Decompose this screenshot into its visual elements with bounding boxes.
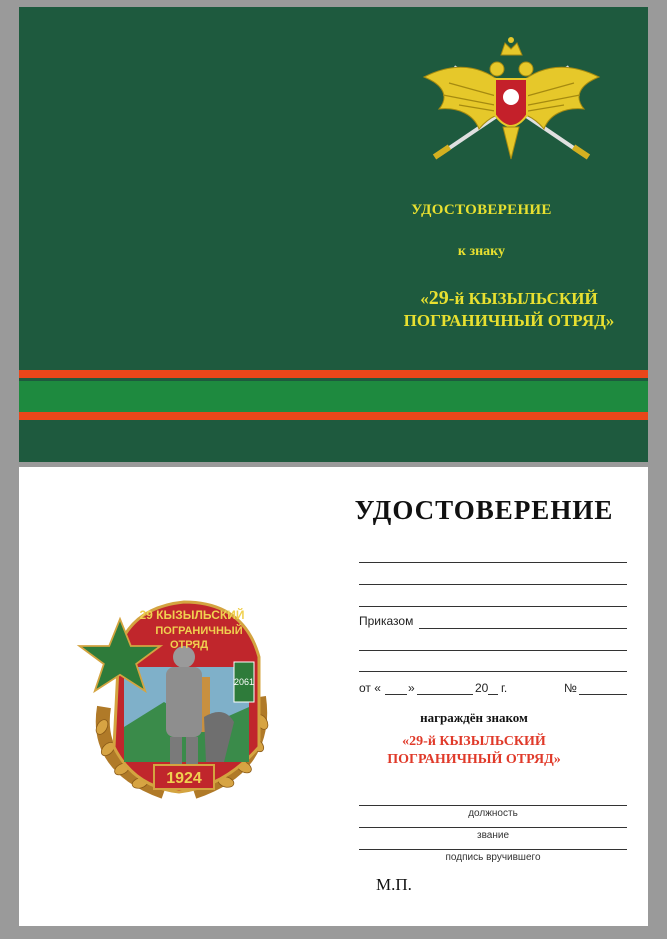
awarded-label: награждён знаком (420, 710, 528, 725)
month-line (417, 694, 473, 695)
certificate-inner-page (19, 467, 648, 926)
rank-caption: звание (476, 830, 510, 841)
position-caption: должность (468, 808, 518, 819)
unit-quote-open: « (420, 289, 429, 308)
stamp-place-label: М.П. (376, 875, 412, 894)
number-sign: № (564, 681, 577, 695)
signature-caption: подпись вручившего (445, 852, 541, 863)
unit-line1-rest: -й КЫЗЫЛЬСКИЙ (448, 289, 598, 308)
badge-post-number: 2061 (233, 677, 255, 687)
unit-number: 29 (428, 287, 449, 309)
double-headed-eagle-icon (419, 37, 604, 167)
inner-title: УДОСТОВЕРЕНИЕ (354, 495, 614, 525)
cover-subtitle: к знаку (457, 244, 506, 259)
red-stripe-bottom (19, 412, 648, 420)
certificate-cover (19, 7, 648, 462)
badge-ribbon-line2: ПОГРАНИЧНЫЙ (155, 625, 243, 637)
signature-line (359, 849, 627, 850)
awarded-unit-line2: ПОГРАНИЧНЫЙ ОТРЯД» (387, 752, 561, 767)
blank-line (359, 650, 627, 651)
cover-unit-name (394, 287, 624, 332)
blank-line (359, 671, 627, 672)
year-line (488, 694, 498, 695)
day-line (385, 694, 407, 695)
position-line (359, 805, 627, 806)
date-quote-close: » (408, 681, 415, 695)
order-line (419, 628, 627, 629)
awarded-unit-line1: «29-й КЫЗЫЛЬСКИЙ (402, 734, 546, 749)
blank-line (359, 584, 627, 585)
badge-ribbon-line1: 29 КЫЗЫЛЬСКИЙ (139, 608, 245, 622)
order-label: Приказом (359, 614, 414, 628)
date-from-label: от « (359, 681, 381, 695)
badge-year: 1924 (166, 770, 202, 787)
blank-line (359, 562, 627, 563)
red-stripe-top (19, 370, 648, 378)
unit-line2: ПОГРАНИЧНЫЙ ОТРЯД» (403, 311, 615, 330)
badge-ribbon-line3: ОТРЯД (169, 639, 209, 651)
border-guard-badge-icon (74, 587, 284, 812)
awarded-unit-name (364, 733, 584, 769)
date-year: 20 (475, 681, 489, 695)
cover-title: УДОСТОВЕРЕНИЕ (411, 202, 552, 218)
rank-line (359, 827, 627, 828)
green-stripe (19, 381, 648, 415)
number-line (579, 694, 627, 695)
blank-line (359, 606, 627, 607)
date-year-suffix: г. (501, 681, 508, 695)
